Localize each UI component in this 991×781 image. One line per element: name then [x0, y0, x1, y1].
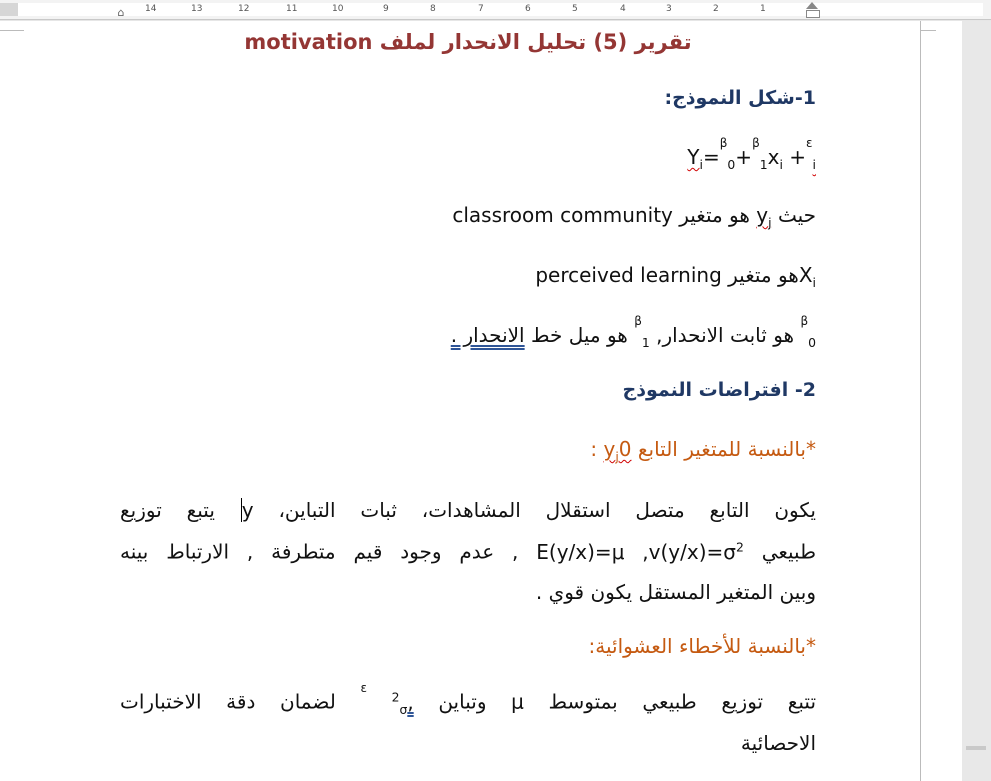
text-segment: الانحدار .	[450, 323, 525, 347]
document-title: تقرير (5) تحليل الانحدار لملف motivation	[244, 30, 692, 54]
text-segment: هو ميل خط	[524, 323, 635, 347]
definition-x	[535, 263, 816, 290]
ruler-number: 2	[713, 4, 719, 14]
paragraph1-line2	[120, 539, 816, 564]
text-segment: طبيعي	[743, 539, 817, 564]
text-segment: يتبع توزيع	[120, 498, 240, 522]
text-segment: يكون التابع متصل استقلال المشاهدات، ثبات التباين،	[253, 498, 816, 522]
ruler-number: 3	[666, 4, 672, 14]
section2-heading: 2- افتراضات النموذج	[622, 379, 816, 401]
page-margin-line	[920, 21, 928, 781]
text-segment: *	[806, 437, 816, 461]
paragraph2-line2: الاحصائية	[740, 731, 816, 755]
page-corner-mark	[0, 21, 24, 31]
text-segment: بالنسبة للمتغير التابع	[631, 437, 806, 461]
variable-name: perceived learning	[535, 263, 722, 287]
eq-beta1-sub: 1	[759, 157, 768, 172]
text-segment: هو متغير	[672, 203, 757, 227]
ruler-number: 11	[286, 4, 298, 14]
var-y: $y_j$	[756, 203, 772, 230]
eq-epsilon: ε	[806, 136, 813, 151]
eq-beta0: β	[719, 136, 728, 151]
paragraph2-line1	[120, 681, 817, 717]
vertical-scrollbar[interactable]	[962, 21, 991, 781]
definition-y	[452, 203, 816, 230]
ruler-number: 1	[760, 4, 766, 14]
horizontal-ruler[interactable]	[0, 0, 991, 20]
eq-x: x	[767, 145, 780, 169]
ruler-number: 13	[191, 4, 203, 14]
ruler-track	[18, 3, 983, 19]
dependent-variable-heading	[590, 437, 816, 464]
right-indent-marker-icon[interactable]	[806, 0, 818, 20]
paragraph1-line1	[120, 498, 816, 522]
var-beta1: $^\beta_1$	[634, 314, 650, 350]
eq-beta0-sub: 0	[727, 157, 736, 172]
ruler-margin-left	[0, 3, 18, 16]
var-beta0: $^\beta_0$	[800, 314, 816, 350]
variable-name: classroom community	[452, 203, 673, 227]
text-segment: هو متغير	[728, 263, 799, 287]
expectation-formula: E(y/x)=μ $,v(y/x)=\sigma^2$	[536, 539, 744, 564]
text-segment: حيث	[771, 203, 816, 227]
text-segment: :	[590, 437, 604, 461]
left-indent-marker-icon[interactable]: ⌂	[117, 6, 125, 19]
errors-heading: *بالنسبة للأخطاء العشوائية:	[588, 634, 816, 658]
ruler-number: 10	[332, 4, 344, 14]
ruler-number: 12	[238, 4, 250, 14]
document-page[interactable]	[0, 21, 962, 781]
ruler-number: 9	[383, 4, 389, 14]
definition-beta	[450, 314, 816, 350]
ruler-number: 5	[572, 4, 578, 14]
document-body[interactable]	[120, 21, 816, 781]
ruler-number: 14	[145, 4, 157, 14]
eq-beta1: β	[752, 136, 760, 151]
text-segment: وتباين	[413, 689, 512, 714]
ruler-number: 7	[478, 4, 484, 14]
section1-heading: 1-شكل النموذج:	[664, 87, 816, 109]
symbol-mu: μ	[511, 689, 524, 714]
eq-plus: +	[735, 145, 753, 169]
text-segment: تتبع توزيع طبيعي بمتوسط	[523, 689, 817, 714]
ruler-number: 4	[620, 4, 626, 14]
ruler-number: 8	[430, 4, 436, 14]
variance-symbol: $^\varepsilon$ $^2_\sigma$,	[360, 681, 414, 717]
text-cursor: y	[241, 498, 254, 522]
eq-equals: =	[702, 145, 720, 169]
text-segment: , عدم وجود قيم متطرفة , الارتباط بينه	[120, 539, 537, 564]
ruler-number: 6	[525, 4, 531, 14]
scrollbar-mark	[966, 746, 986, 750]
text-segment: لضمان دقة الاختبارات	[120, 689, 361, 714]
eq-y: $Y_i$	[687, 145, 703, 172]
eq-x-sub: i	[779, 157, 783, 172]
var-y: $y_j0$	[603, 437, 632, 464]
var-x: $X_i$	[798, 263, 816, 290]
regression-equation	[687, 136, 816, 172]
text-segment: هو ثابت الانحدار,	[649, 323, 801, 347]
page-corner-mark	[920, 30, 936, 31]
eq-plus: +	[782, 145, 807, 169]
paragraph1-line3: وبين المتغير المستقل يكون قوي .	[535, 580, 816, 604]
eq-epsilon-sub: i	[812, 157, 816, 172]
